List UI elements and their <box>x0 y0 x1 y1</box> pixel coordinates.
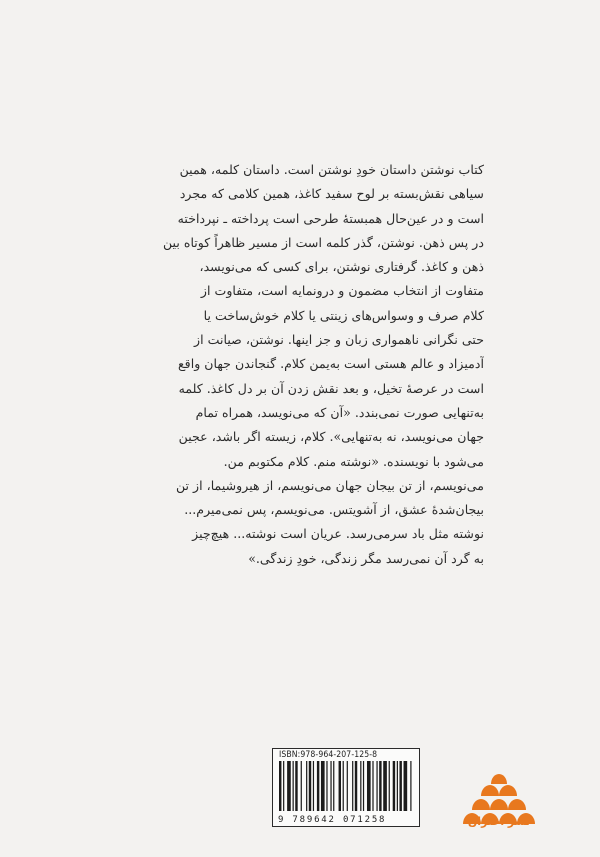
barcode-bar <box>330 761 331 811</box>
barcode-bar <box>347 761 348 811</box>
barcode-bar <box>376 761 377 811</box>
barcode-bar <box>301 761 302 811</box>
blurb-line: ذهن و کاغذ. گرفتاری نوشتن، برای کسی که می‌نویسد، <box>199 259 484 275</box>
blurb-line: جهان می‌نویسد، نه به‌تنهایی». کلام، زیسته اگر باشد، عجین <box>178 429 484 445</box>
barcode-bar <box>399 761 401 811</box>
blurb-line: در پس ذهن. نوشتن، گذر کلمه است از مسیر ظاهراً کوتاه بین <box>162 234 484 250</box>
blurb-line: بیجان‌شدهٔ عشق، از آشویتس. می‌نویسم، پس نمی‌میرم... <box>184 502 484 518</box>
barcode-bar <box>379 761 381 811</box>
blurb-line: می‌شود با نویسنده. «نوشته منم. کلام مکتوبم من. <box>223 453 484 469</box>
logo-petal <box>481 785 499 796</box>
logo-petal <box>508 799 526 810</box>
blurb-line: متفاوت از انتخاب مضمون و درونمایه است، متفاوت از <box>200 283 484 299</box>
blurb-line: است و در عین‌حال همبستهٔ طرحی است پرداخته ـ نپرداخته <box>177 210 484 226</box>
barcode-bar <box>321 761 325 811</box>
barcode-bar <box>393 761 395 811</box>
isbn-barcode-box <box>272 748 420 827</box>
barcode-bar <box>293 761 294 811</box>
ean-digits: 9 789642 071258 <box>278 815 387 825</box>
publisher-logo <box>459 760 539 842</box>
blurb-line: کتاب نوشتن داستان خودِ نوشتن است. داستان کلمه، همین <box>179 162 484 177</box>
publisher-name: نشر اختران <box>467 815 531 828</box>
blurb-line: است در عرصهٔ تخیل، و بعد نقش زدن آن بر دل کاغذ. کلمه <box>178 380 484 396</box>
barcode-bar <box>279 761 281 811</box>
logo-petal <box>490 799 508 810</box>
barcode-bar <box>360 761 361 811</box>
barcode-bar <box>333 761 334 811</box>
barcode-bar <box>306 761 307 811</box>
blurb-line: حتی نگرانی ناهمواری زبان و جز اینها. نوشتن، صیانت از <box>194 332 484 348</box>
barcode-bar <box>410 761 411 811</box>
barcode-bar <box>363 761 364 811</box>
barcode-bar <box>343 761 344 811</box>
blurb-line: کلام صرف و وسواس‌های زینتی یا کلام خوش‌ساخت یا <box>203 307 484 323</box>
barcode-bar <box>287 761 291 811</box>
blurb-line: به گرد آن نمی‌رسد مگر زندگی، خودِ زندگی.» <box>248 550 484 566</box>
barcode-bar <box>339 761 341 811</box>
barcode-bar <box>367 761 371 811</box>
logo-petal <box>472 799 490 810</box>
barcode-bar <box>313 761 314 811</box>
barcode-bar <box>309 761 311 811</box>
blurb-line: به‌تنهایی صورت نمی‌بندد. «آن که می‌نویسد، همراه تمام <box>195 404 484 420</box>
isbn-label: ISBN:978-964-207-125-8 <box>279 750 378 760</box>
barcode-bar <box>397 761 398 811</box>
barcode-bar <box>283 761 284 811</box>
barcode-bar <box>352 761 353 811</box>
barcode-bar <box>317 761 319 811</box>
barcode-bar <box>404 761 408 811</box>
barcode-bar <box>372 761 373 811</box>
barcode-bar <box>389 761 390 811</box>
barcode-bar <box>383 761 387 811</box>
barcode-bar <box>295 761 297 811</box>
blurb-line: می‌نویسم، از تن بیجان جهان می‌نویسم، از هیروشیما، از تن <box>175 477 484 493</box>
blurb-line: نوشته مثل باد سرمی‌رسد. عریان است نوشته... هیچ‌چیز <box>192 526 484 542</box>
barcode-bars <box>279 761 413 811</box>
blurb-text <box>120 158 484 571</box>
blurb-line: آدمیزاد و عالم هستی است به‌یمن کلام. گنجاندن جهان واقع <box>177 356 484 372</box>
logo-petal <box>491 774 507 784</box>
blurb-line: سیاهی نقش‌بسته بر لوح سفید کاغذ، همین کلامی که مجرد <box>179 186 484 202</box>
logo-petal <box>499 785 517 796</box>
barcode-bar <box>355 761 357 811</box>
barcode-bar <box>326 761 327 811</box>
